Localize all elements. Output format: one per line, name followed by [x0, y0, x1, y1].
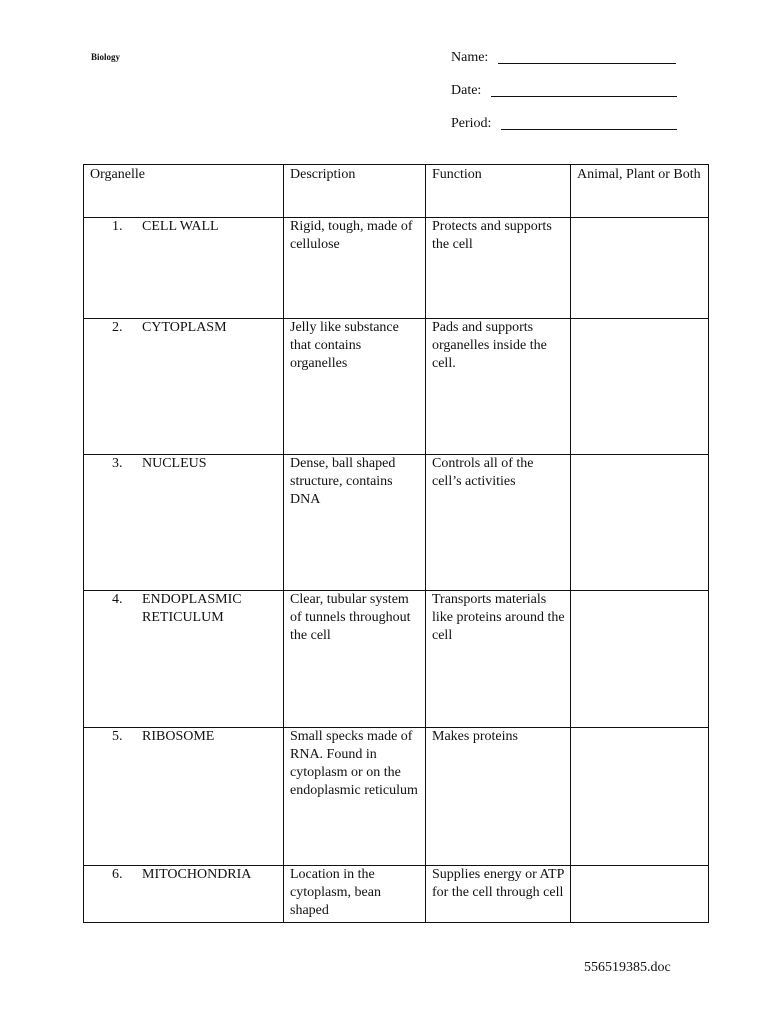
function-cell: Transports materials like proteins around the cell — [426, 591, 571, 728]
row-number: 6. — [112, 867, 123, 882]
function-cell: Controls all of the cell’s activities — [426, 455, 571, 591]
type-cell[interactable] — [571, 728, 709, 866]
period-blank-line — [501, 115, 677, 130]
column-header-organelle: Organelle — [84, 165, 284, 218]
date-blank-line — [491, 82, 677, 97]
period-label: Period: — [451, 116, 492, 131]
period-field — [451, 112, 677, 132]
column-header-description: Description — [284, 165, 426, 218]
column-header-function: Function — [426, 165, 571, 218]
table-header-row — [84, 165, 709, 218]
row-number: 5. — [112, 729, 123, 744]
organelle-table — [83, 164, 709, 923]
row-number: 1. — [112, 219, 123, 234]
organelle-cell — [84, 591, 284, 728]
type-cell[interactable] — [571, 866, 709, 923]
row-number: 2. — [112, 320, 123, 335]
organelle-name: ENDOPLASMIC RETICULUM — [142, 592, 242, 625]
organelle-cell — [84, 728, 284, 866]
organelle-name: RIBOSOME — [142, 729, 215, 744]
table-row — [84, 319, 709, 455]
description-cell: Rigid, tough, made of cellulose — [284, 218, 426, 319]
type-cell[interactable] — [571, 319, 709, 455]
date-field — [451, 79, 677, 99]
table-row — [84, 218, 709, 319]
function-cell: Pads and supports organelles inside the cell. — [426, 319, 571, 455]
function-cell: Makes proteins — [426, 728, 571, 866]
name-blank-line — [498, 49, 676, 64]
type-cell[interactable] — [571, 218, 709, 319]
organelle-cell — [84, 218, 284, 319]
organelle-name: MITOCHONDRIA — [142, 867, 252, 882]
organelle-cell — [84, 319, 284, 455]
function-cell: Supplies energy or ATP for the cell through cell — [426, 866, 571, 923]
column-header-type: Animal, Plant or Both — [571, 165, 709, 218]
table-row — [84, 455, 709, 591]
course-title: Biology — [91, 52, 121, 62]
table-row — [84, 728, 709, 866]
type-cell[interactable] — [571, 591, 709, 728]
row-number: 3. — [112, 456, 123, 471]
type-cell[interactable] — [571, 455, 709, 591]
row-number: 4. — [112, 592, 123, 607]
organelle-name: CYTOPLASM — [142, 320, 227, 335]
organelle-name: CELL WALL — [142, 219, 219, 234]
description-cell: Clear, tubular system of tunnels throughout the cell — [284, 591, 426, 728]
description-cell: Jelly like substance that contains organelles — [284, 319, 426, 455]
organelle-cell — [84, 455, 284, 591]
table-row — [84, 866, 709, 923]
description-cell: Location in the cytoplasm, bean shaped — [284, 866, 426, 923]
description-cell: Dense, ball shaped structure, contains DNA — [284, 455, 426, 591]
name-field — [451, 46, 676, 66]
name-label: Name: — [451, 50, 489, 65]
description-cell: Small specks made of RNA. Found in cytoplasm or on the endoplasmic reticulum — [284, 728, 426, 866]
organelle-cell — [84, 866, 284, 923]
function-cell: Protects and supports the cell — [426, 218, 571, 319]
organelle-name: NUCLEUS — [142, 456, 207, 471]
table-row — [84, 591, 709, 728]
document-filename: 556519385.doc — [584, 960, 671, 975]
date-label: Date: — [451, 83, 482, 98]
